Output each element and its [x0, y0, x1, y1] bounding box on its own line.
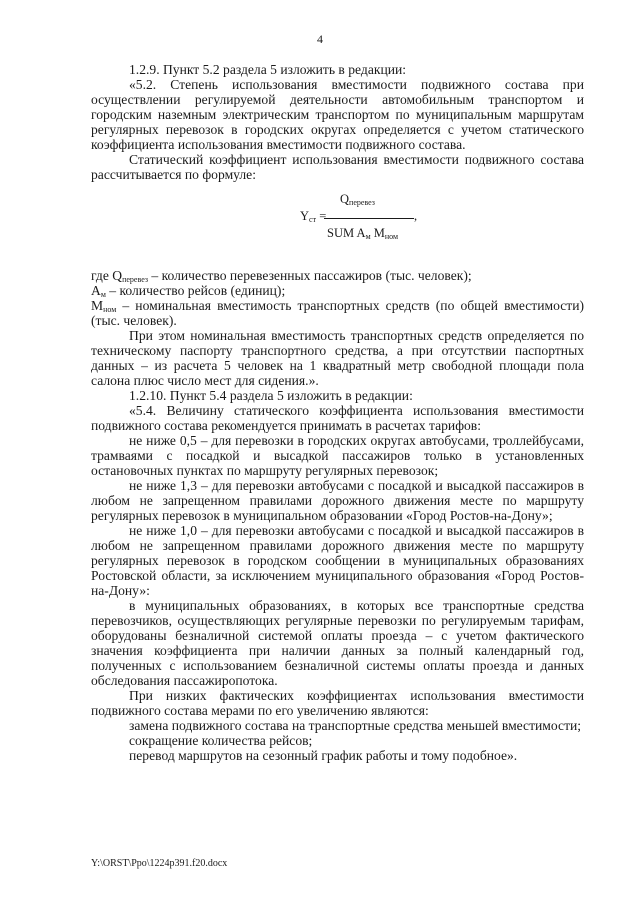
paragraph-low-coefficients: При низких фактических коэффициентах использования вместимости подвижного состава мерами по его увеличению являются:	[91, 688, 584, 718]
paragraph-5-2: «5.2. Степень использования вместимости подвижного состава при осуществлении регулируемой деятельности автомобильным транспортом и городским наземным электрическим транспортом по муниципальным маршрутам регулярных перевозок в городских округах определяется с учетом статического коэффициента использования вместимости подвижного состава.	[91, 77, 584, 152]
paragraph-reduce-trips: сокращение количества рейсов;	[129, 733, 313, 748]
formula-comma: ,	[414, 209, 418, 223]
paragraph-formula-intro: Статический коэффициент использования вместимости подвижного состава рассчитывается по формуле:	[91, 152, 584, 182]
paragraph-1-2-9: 1.2.9. Пункт 5.2 раздела 5 изложить в редакции:	[129, 62, 407, 77]
paragraph-1-2-10: 1.2.10. Пункт 5.4 раздела 5 изложить в редакции:	[129, 388, 413, 403]
paragraph-min-0-5: не ниже 0,5 – для перевозки в городских округах автобусами, троллейбусами, трамваями с посадкой и высадкой пассажиров только в установленных остановочных пунктах по маршруту регулярных перевозок;	[91, 433, 584, 478]
formula-lhs: $Y_{ст}$ =	[300, 209, 327, 224]
formula-fraction-bar	[324, 218, 414, 219]
paragraph-replace-rolling-stock: замена подвижного состава на транспортные средства меньшей вместимости;	[129, 718, 582, 733]
paragraph-cashless: в муниципальных образованиях, в которых все транспортные средства перевозчиков, осуществляющих регулярные перевозки по регулируемым тарифам, оборудованы безналичной системой оплаты проезда – с учетом фактического значения коэффициента при наличии данных за полный календарный год, полученных с использованием безналичной системы оплаты проезда и данных обследования пассажиропотока.	[91, 598, 584, 688]
formula-denominator: SUM $A_м$ $M_{ном}$	[327, 226, 399, 241]
page-number: 4	[317, 32, 323, 46]
paragraph-nominal-capacity: При этом номинальная вместимость транспортных средств определяется по техническому паспорту транспортного средства, а при отсутствии паспортных данных – из расчета 5 человек на 1 квадратный метр свободной площади пола салона плюс число мест для сидения.».	[91, 328, 584, 388]
paragraph-min-1-3: не ниже 1,3 – для перевозки автобусами с посадкой и высадкой пассажиров в любом не запрещенном правилами дорожного движения месте по маршруту регулярных перевозок в муниципальном образовании «Город Ростов-на-Дону»;	[91, 478, 584, 523]
paragraph-seasonal-schedule: перевод маршрутов на сезонный график работы и тому подобное».	[129, 748, 518, 763]
definition-a: $A_м$ – количество рейсов (единиц);	[91, 283, 286, 299]
paragraph-min-1-0: не ниже 1,0 – для перевозки автобусами с посадкой и высадкой пассажиров в любом не запрещенном правилами дорожного движения месте по маршруту регулярных перевозок в городском сообщении в муниципальных образованиях Ростовской области, за исключением муниципального образования «Город Ростов-на-Дону»:	[91, 523, 584, 598]
paragraph-5-4: «5.4. Величину статического коэффициента использования вместимости подвижного состава рекомендуется принимать в расчетах тарифов:	[91, 403, 584, 433]
footer-file-path: Y:\ORST\Ppo\1224p391.f20.docx	[91, 858, 228, 869]
document-body	[91, 62, 584, 763]
definition-q: где $Q_{перевез}$ – количество перевезенных пассажиров (тыс. человек);	[91, 268, 472, 284]
formula	[91, 186, 584, 260]
formula-numerator: $Q_{перевез}$	[340, 192, 375, 207]
definition-m: $M_{ном}$ – номинальная вместимость транспортных средств (по общей вместимости) (тыс. человек).	[91, 298, 584, 328]
